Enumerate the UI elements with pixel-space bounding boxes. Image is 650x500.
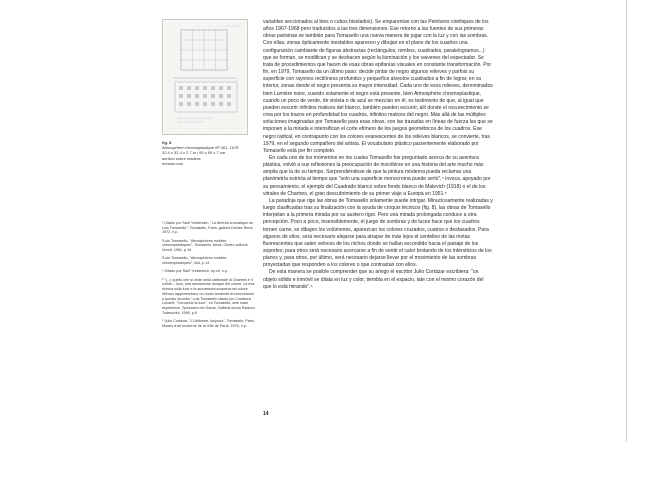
figure-image-technical-sketch: [162, 19, 248, 135]
page-number: 14: [263, 411, 269, 417]
page-edge-divider: [626, 0, 627, 442]
footnote-3: ³Luis Tomasello, "Atmosphères mobiles chromoplastiques", ibid, p.14: [162, 256, 227, 266]
figure-dimensions: 32.4 x 32.4 x 2.7 in / 95 x 95 x 7 cm.: [162, 150, 227, 156]
footnotes: [162, 221, 255, 332]
body-paragraph-4: De esta manera se posible comprender que su amigo el escritor Julio Cortázar escribiera: "un objeto sólido e inmóvil se dilata en luz y color, tiembla en el espacio, late con el mismo corazón del que lo está mirando".⁶: [263, 269, 484, 290]
figure-number: fig. 8: [162, 140, 172, 145]
figure-title: Atmosphère chromoplastique Nº 401, 1978: [162, 145, 239, 151]
footnote-5: ⁵ "(...) quello che si vede nella cattedrale di Chartres è il colore – luce, una sensazione dunque del colore. La mia ricerca sulla luce e la successiva scoperta del colore riflesso rappresentano un modo tendente ad avvicinarmi a questo incontro" Luis Tomasello citado por Costanza Lunardi, "Cercando la luce", en Tomasello, arte mare esperienze, Spezzano del Garda, Galleria civica Palazzo Todeschini, 1995, p.8: [162, 277, 255, 315]
footnote-4: ⁴ Citado por Sarit Yurkiewich, op.cit, n.p.: [162, 269, 228, 274]
graph-paper-sketch-icon: [163, 20, 249, 136]
body-paragraph-3: La paradoja que rige las obras de Tomasello solamente puede intrigar. Minuciosamente realizadas y luego clasificadas tras su finalización con la ayuda de croquis técnicos (fig. 8), las obras de Tomasello interpelan a la primera mirada por su austero rigor. Pero una mirada prolongada conduce a otra percepción. Poco a poco, insensiblemente, el juego de sombras y de luces hace que los cuadros tornen carne, se dibujen los volúmenes, aparezcan los colores cruzados, cuatros o desfasados. Para algunos de ellos, será necesario alejarse para atrapar de más lejos el centelleo de las motas fluorescentes que salen veloces de los nichos donde se hallan escondido hacia el paisaje de los soportes; para otros será necesario acercarse a fin de sentir el calor brotando de los intersticios de los planos y, para otros, por último, será necesario dejarse llevar por el movimiento de las sombras proyectadas que responden a los colores o que contrastan con ellos.: [263, 197, 493, 269]
footnote-6: ⁶ Julio Cortázar, "L'Ubiforme, toujours", Tomasello, París, Museo d'art moderne de la Ville de París, 1976, n.p.: [162, 318, 255, 328]
footnote-1: ¹ Citado por Sarit Yurkiewich, "La Afrenta cromatique de Luis Tomasello", Tomasello, París, galería Denise René, 1972, n.p.: [162, 221, 254, 235]
figure-credit: enrosa.com: [162, 160, 183, 166]
figure-caption: [162, 140, 252, 166]
figure-medium: acrílico sobre madera: [162, 155, 201, 161]
body-paragraph-1: variables seccionados al bies o cubos biselados). Se emparentan con las Peintures cinétiques de los años 1967-1968 pero traducidos a las tres dimensiones. Ese retorno a las fuentes de sus primeras obras parisinas se también para Tomasello una nueva manera de jugar con la luz y con las sombras. Con ellas, zonas ópticamente inestables aparecen y dibujan en el plano de los cuadros una configuración cambiante de figuras abstractas (rectángulos, rombos, cuadrados, paralelogramos...) que se forman, se modifican y se deshacen según la iluminación y los vaivenes del espectador. Se trata de procedimientos que hacen de esas obras epifanías visuales en constante transformación. Por fin, en 1979, Tomasello da un último paso: decide pintar de negro algunos relieves y parfois su superficie con rayones rectilíneos profundos y pequeños alveolos cuadrados a fin de lograr, en su interior, zonas donde el negro presenta su mayor intensidad. Cada uno de esos relieves, denominados bien Lumière noire, cuando solamente el negro está presente, bien Atmosphère chromoplastique, cuando un poco de verde, de violeta o de azul se mezclan en él, es testimonio de que, al igual que pueden escurrir infinitos matices del blanco, también pueden escurrir, allí donde el oscurecimiento se crea por los trazos en profundidad los cuadros, infinitos matices del negro. Más allá de las múltiples soluciones imaginadas por Tomasello para esas obras, son las trazadas en líneas de fuerza las que se imponen a la mirada e intensifican el corte efímero de los juegos geométricos de los cuadros. Ese negro radical, en contrapunto con los colores evanescentes de los relieves blancos, se convierte, tras 1979, en el segundo compañero del artista. El vocabulario plástico pacientemente elaborado por Tomasello está por fin completo.: [263, 19, 493, 154]
footnote-2: ²Luis Tomasello, "Atmosphères mobiles chromoplastiques", Tomasello, Arras, Centro cultural Noroit, 1981, p.16: [162, 238, 248, 253]
body-paragraph-2: En cada uno de los momentos en los cuales Tomasello fue preguntado acerca de su aventura plástica, volvió a sus reflexiones la preocupación de inscribirse en una historia del arte mucho más amplia que la de su tiempo. Sorprendiéndose de que la pintura moderna pueda reclamar una planimetría estricta al tiempo que "solo una superficie monocroma puede serlo",⁴ invoca, apoyado por su pensamiento, el ejemplo del Cuadrado blanco sobre fondo blanco de Malevich (1918) o el de los vitrales de Chartres, el gran descubrimiento de su primer viaje a Europa en 1951.⁵: [263, 154, 491, 197]
main-body-text: [263, 19, 493, 291]
